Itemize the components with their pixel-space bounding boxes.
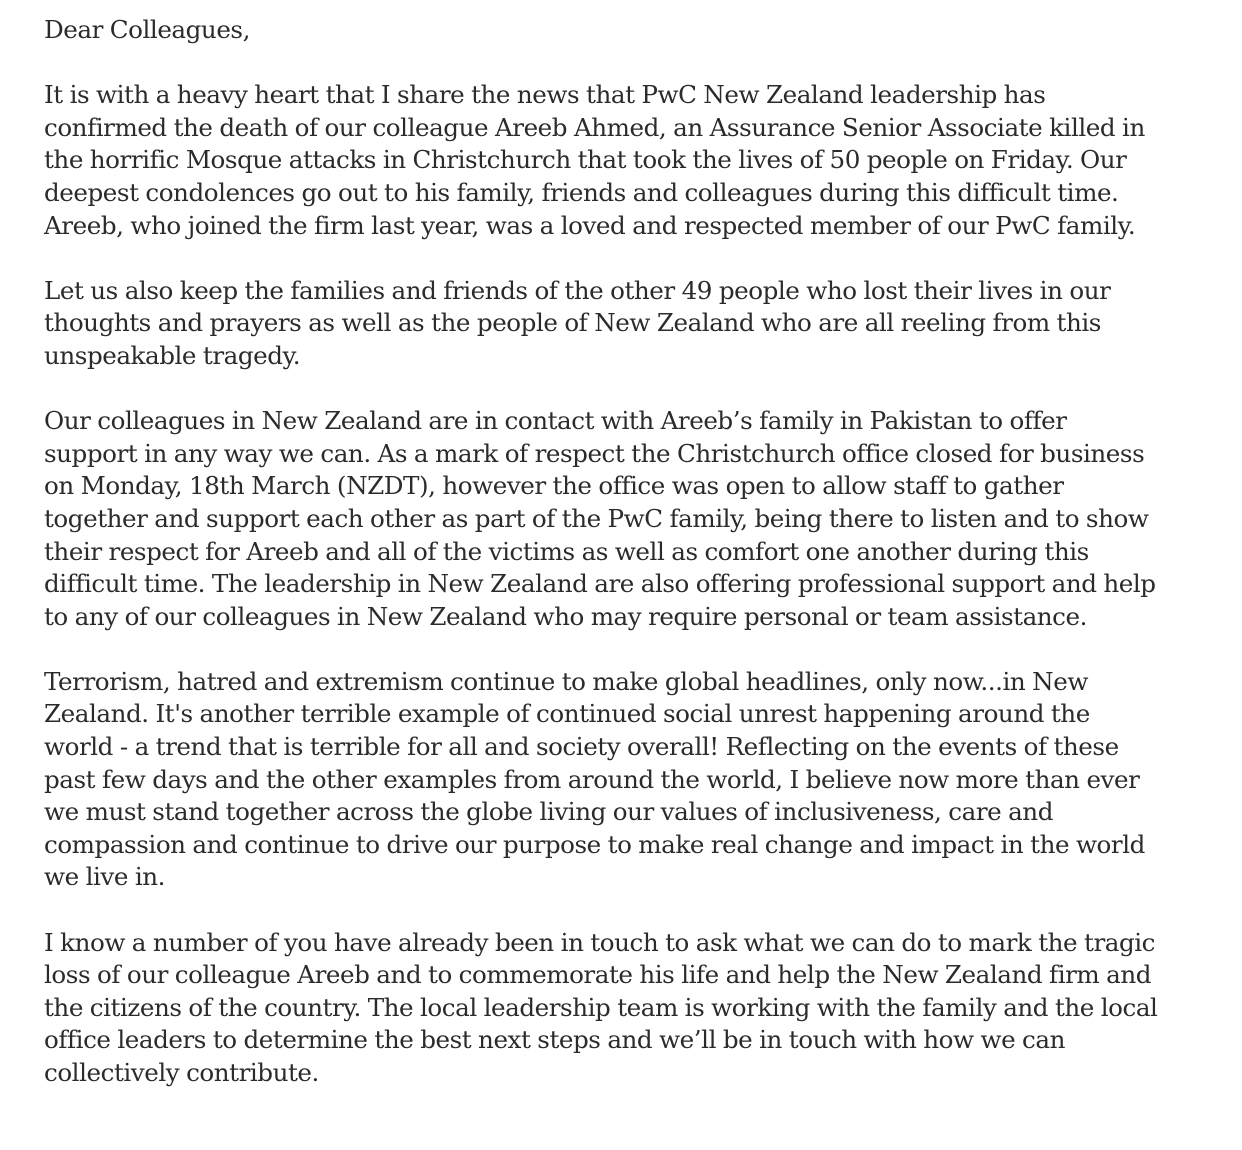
paragraph-line: Areeb, who joined the firm last year, was a loved and respected member of our PwC family. xyxy=(44,210,1136,240)
paragraph-next-steps xyxy=(44,927,1224,1090)
paragraph-line: difficult time. The leadership in New Zealand are also offering professional support and help xyxy=(44,569,1156,599)
paragraph-line: I know a number of you have already been in touch to ask what we can do to mark the tragic xyxy=(44,927,1156,957)
paragraph-line: on Monday, 18th March (NZDT), however the office was open to allow staff to gather xyxy=(44,471,1064,501)
paragraph-line: together and support each other as part of the PwC family, being there to listen and to show xyxy=(44,503,1149,533)
paragraph-line: unspeakable tragedy. xyxy=(44,340,301,370)
paragraph-line: thoughts and prayers as well as the people of New Zealand who are all reeling from this xyxy=(44,308,1101,338)
paragraph-line: confirmed the death of our colleague Areeb Ahmed, an Assurance Senior Associate killed in xyxy=(44,112,1145,142)
paragraph-line: loss of our colleague Areeb and to commemorate his life and help the New Zealand firm and xyxy=(44,960,1152,990)
paragraph-line: support in any way we can. As a mark of respect the Christchurch office closed for business xyxy=(44,438,1145,468)
paragraph-line: past few days and the other examples from around the world, I believe now more than ever xyxy=(44,764,1140,794)
paragraph-line: the citizens of the country. The local leadership team is working with the family and the local xyxy=(44,992,1158,1022)
paragraph-line: office leaders to determine the best next steps and we’ll be in touch with how we can xyxy=(44,1025,1065,1055)
paragraph-line: Our colleagues in New Zealand are in contact with Areeb’s family in Pakistan to offer xyxy=(44,406,1067,436)
paragraph-condolence xyxy=(44,79,1224,242)
paragraph-line: world - a trend that is terrible for all and society overall! Reflecting on the events of these xyxy=(44,732,1119,762)
paragraph-line: Terrorism, hatred and extremism continue to make global headlines, only now...in New xyxy=(44,666,1088,696)
paragraph-line: the horrific Mosque attacks in Christchurch that took the lives of 50 people on Friday. Our xyxy=(44,145,1127,175)
paragraph-line: deepest condolences go out to his family, friends and colleagues during this difficult time. xyxy=(44,177,1119,207)
salutation: Dear Colleagues, xyxy=(44,15,250,44)
paragraph-values xyxy=(44,666,1224,894)
paragraph-line: their respect for Areeb and all of the victims as well as comfort one another during this xyxy=(44,536,1089,566)
paragraph-line: It is with a heavy heart that I share the news that PwC New Zealand leadership has xyxy=(44,80,1046,110)
paragraph-line: we live in. xyxy=(44,862,165,892)
paragraph-remembrance xyxy=(44,275,1224,373)
letter-body xyxy=(44,14,1224,1122)
paragraph-line: collectively contribute. xyxy=(44,1058,319,1087)
paragraph-line: we must stand together across the globe living our values of inclusiveness, care and xyxy=(44,797,1053,827)
paragraph-line: compassion and continue to drive our purpose to make real change and impact in the world xyxy=(44,829,1145,859)
paragraph-line: Zealand. It's another terrible example of continued social unrest happening around the xyxy=(44,699,1090,729)
paragraph-line: to any of our colleagues in New Zealand who may require personal or team assistance. xyxy=(44,601,1087,631)
paragraph-support xyxy=(44,405,1224,633)
paragraph-line: Let us also keep the families and friends of the other 49 people who lost their lives in our xyxy=(44,275,1111,305)
